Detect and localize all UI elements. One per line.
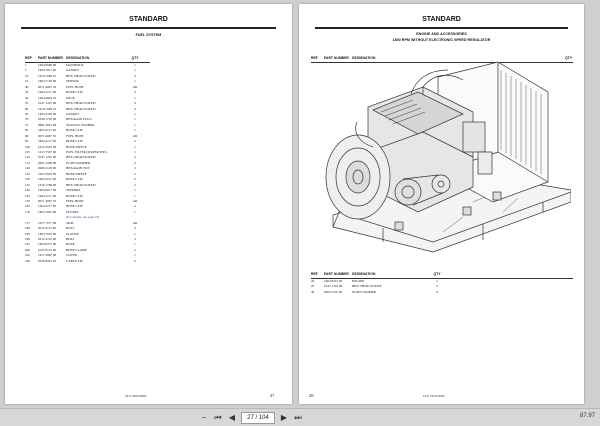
table-row: [311, 290, 442, 295]
cell-des[interactable]: (For details, see page 10): [66, 215, 100, 220]
cell-pn: 0981 3021 00: [38, 122, 57, 127]
col-ref-header: REF: [311, 272, 318, 276]
right-bottom-table-header: [311, 272, 573, 276]
cell-des: FUEL HOSE: [66, 133, 84, 138]
cell-ref: 20: [311, 279, 315, 283]
cell-pn: 1604 7670 00: [38, 231, 57, 236]
cell-qty: 2: [134, 155, 136, 160]
col-designation-header: DESIGNATION: [352, 272, 376, 276]
left-table-header: [25, 56, 140, 60]
cell-des: FUEL HOSE: [66, 198, 84, 203]
cell-qty: 1: [134, 253, 136, 258]
col-part-number-header: PART NUMBER: [38, 56, 63, 60]
cell-qty: 1: [134, 231, 136, 236]
cell-des: HOSE CLIP: [66, 90, 83, 95]
cell-ref: 140: [25, 188, 30, 193]
cell-ref: 185: [25, 231, 30, 236]
cell-qty: 4: [134, 73, 136, 78]
cell-pn: 1619 1766 00: [38, 182, 57, 187]
cell-des: NECK: [66, 95, 75, 100]
cell-ref: 65: [25, 111, 29, 116]
cell-ref: 105: [25, 150, 30, 154]
cell-qty: AR: [132, 84, 138, 89]
cell-qty: 2: [134, 204, 136, 209]
cell-qty: 1: [134, 79, 136, 84]
cell-qty: 1: [134, 209, 136, 214]
right-title-rule: [315, 27, 568, 29]
cell-qty: 1: [134, 95, 136, 100]
cell-pn: 1619 7099 91: [38, 73, 57, 78]
cell-pn: 1604 4117 00: [38, 193, 57, 198]
cell-des: CABLE TIE: [66, 258, 83, 263]
cell-des: FUEL FILTER (WATER SEP.): [66, 150, 107, 154]
cell-des: HOSE: [66, 242, 75, 247]
cell-qty: AR: [132, 133, 138, 138]
cell-pn: 0301 2200 00: [38, 160, 57, 165]
cell-des: HOSE NIPPLE: [66, 144, 87, 149]
cell-ref: 90: [25, 133, 29, 138]
cell-pn: 0071 4607 55: [38, 133, 57, 138]
cell-ref: 10: [25, 73, 29, 78]
col-qty-header: QTY: [433, 272, 441, 276]
cell-qty: 1: [134, 128, 136, 133]
zoom-out-icon[interactable]: −: [201, 413, 207, 422]
cell-ref: 130: [25, 177, 30, 182]
col-ref-header: REF: [311, 56, 318, 60]
col-ref-header: REF: [25, 56, 32, 60]
cell-des: HOSE CLIP: [66, 177, 83, 182]
cell-pn: 1022 5910 00: [38, 171, 57, 176]
cell-des: FUNNEL: [66, 209, 80, 214]
cell-pn: 1022 5910 00: [38, 144, 57, 149]
cell-ref: 200: [25, 247, 30, 252]
col-designation-header: DESIGNATION: [352, 56, 376, 60]
cell-ref: 175: [25, 220, 30, 225]
cell-pn: 1604 0275 00: [38, 242, 57, 247]
cell-qty: 2: [134, 139, 136, 144]
page-next-icon[interactable]: ▶: [280, 413, 288, 422]
page-prev-icon[interactable]: ◀: [228, 413, 236, 422]
cell-des: MANIFOLD: [66, 63, 84, 67]
cell-ref: 40: [25, 84, 29, 89]
right-parts-list: [311, 279, 442, 295]
cell-des: ENGINE: [352, 279, 365, 283]
cell-pn: 1604 4117 00: [38, 139, 57, 144]
page-last-icon[interactable]: ⏭: [294, 413, 302, 422]
col-part-number-header: PART NUMBER: [324, 56, 349, 60]
cell-qty: 1: [134, 122, 136, 127]
cell-ref: 180: [25, 226, 30, 231]
cell-des: HOSE CLIP: [66, 139, 83, 144]
cell-qty: 2: [134, 166, 136, 171]
cell-ref: 75: [25, 122, 29, 127]
cell-pn: 1619 7099 91: [38, 106, 57, 111]
cell-des: HEX. HEAD SCREW: [66, 73, 96, 78]
cell-qty: 1: [436, 279, 438, 283]
table-row: [25, 259, 140, 264]
cell-pn: 1604 7607 00: [38, 209, 57, 214]
left-page-subtitle: FUEL SYSTEM: [135, 33, 162, 37]
cell-qty: 1: [134, 111, 136, 116]
cell-pn: 0147 1247 00: [38, 101, 57, 106]
cell-qty: 4: [134, 106, 136, 111]
page-number-input[interactable]: 27 / 104: [241, 412, 275, 424]
cell-ref: 5: [25, 68, 27, 73]
cell-ref: 145: [25, 193, 30, 198]
cell-ref: 120: [25, 166, 30, 171]
cell-ref: 195: [25, 242, 30, 247]
col-designation-header: DESIGNATION: [66, 56, 90, 60]
cell-qty: 4: [436, 289, 438, 294]
cell-pn: 0071 4607 55: [38, 198, 57, 203]
cell-qty: 1: [134, 188, 136, 193]
cell-pn: 0212 2112 00: [38, 237, 57, 241]
left-title-rule: [21, 27, 276, 29]
cell-des: BOLT: [66, 226, 75, 231]
cell-des: GASKET: [66, 68, 80, 73]
cell-ref: 220: [25, 258, 30, 263]
cell-ref: 210: [25, 253, 30, 258]
cell-des: HOSE CLIP: [66, 128, 83, 133]
cell-ref: 85: [25, 128, 29, 133]
cell-qty: 1: [134, 117, 136, 122]
cell-ref: 135: [25, 182, 30, 187]
cell-des: HOSE CLIP: [66, 193, 83, 198]
cell-qty: 2: [134, 177, 136, 182]
cell-ref: 110: [25, 155, 30, 160]
cell-qty: 2: [134, 182, 136, 187]
engine-assembly-drawing: [313, 52, 571, 264]
cell-des: HEX. HEAD SCREW: [66, 182, 96, 187]
cell-pn: 1604 7159 00: [38, 79, 57, 84]
cell-pn: 0147 1210 00: [38, 155, 57, 160]
cell-des: HEXAGON NUT: [66, 166, 90, 171]
cell-pn: 1604 8201 05: [324, 279, 343, 283]
cell-des: SEAL: [66, 220, 75, 225]
cell-des: SENSOR: [66, 79, 79, 84]
cell-des: BOLT: [66, 237, 75, 241]
cell-qty: 2: [134, 171, 136, 176]
cell-qty: AR: [132, 220, 138, 225]
cell-ref: 60: [25, 106, 29, 111]
cell-ref: 95: [25, 139, 29, 144]
page-first-icon[interactable]: ⏮: [214, 413, 222, 422]
cell-pn: 0346 8201 05: [38, 258, 57, 263]
cell-des: HEXAGON PLUG: [66, 117, 92, 122]
right-document-page: [299, 4, 584, 404]
cell-des: HOSE CLAMP: [66, 247, 87, 252]
cell-pn: 1604 0617 00: [38, 188, 57, 193]
col-part-number-header: PART NUMBER: [324, 272, 349, 276]
cell-des: GASKET: [66, 111, 80, 116]
col-qty-header: QTY: [565, 56, 572, 60]
cell-qty: 2: [134, 247, 136, 252]
pdf-viewer-toolbar: [0, 408, 600, 426]
cell-pn: 0266 2118 00: [38, 166, 57, 171]
right-page-subtitle-2: 1800 RPM WITHOUT ELECTRONIC SPEED REGULATOR: [392, 38, 491, 42]
cell-pn: 1604 4117 00: [38, 177, 57, 182]
cell-qty: 2: [134, 90, 136, 95]
cell-pn: 1604 4117 00: [38, 204, 57, 209]
cell-ref: 70: [25, 117, 29, 122]
cell-des: FLANGE: [66, 231, 80, 236]
cell-qty: 4: [436, 284, 438, 289]
right-footer-code: 1611 7079 00/02: [423, 394, 445, 398]
zoom-level[interactable]: 87.97: [580, 413, 596, 419]
cell-ref: 30: [311, 289, 315, 294]
right-page-subtitle-1: ENGINE AND ACCESSORIES: [416, 32, 467, 36]
cell-des: SEALING WASHER: [66, 122, 95, 127]
cell-pn: 1604 9900 00: [38, 63, 57, 67]
cell-ref: 1: [25, 63, 27, 67]
cell-qty: 1: [134, 63, 136, 67]
left-document-page: [5, 4, 292, 404]
cell-ref: 100: [25, 144, 30, 149]
cell-des: COVER: [66, 253, 78, 258]
col-qty-header: QTY: [131, 56, 139, 60]
cell-ref: 150: [25, 198, 30, 203]
cell-ref: 25: [311, 284, 315, 289]
cell-qty: AR: [132, 198, 138, 203]
cell-qty: 1: [134, 144, 136, 149]
cell-ref: 45: [25, 90, 29, 95]
cell-pn: 1604 7811 00: [38, 68, 57, 73]
cell-pn: 1604 9802 01: [38, 95, 57, 100]
cell-des: HOSE NIPPLE: [66, 171, 87, 176]
cell-ref: 170: [25, 209, 30, 214]
cell-des: HEX. HEAD SCREW: [66, 155, 96, 160]
cell-des: PLAIN WASHER: [352, 289, 377, 294]
cell-qty: 2: [134, 226, 136, 231]
cell-ref: 165: [25, 204, 30, 209]
cell-des: HEX. HEAD SCREW: [66, 101, 96, 106]
cell-qty: 2: [134, 258, 136, 263]
cell-qty: 4: [134, 101, 136, 106]
cell-qty: 1: [134, 150, 136, 154]
cell-pn: 1604 4117 00: [38, 128, 57, 133]
left-page-number: 27: [270, 393, 275, 398]
right-page-number: 28: [309, 393, 314, 398]
right-page-title: STANDARD: [422, 16, 461, 23]
cell-pn: 1604 2700 00: [38, 111, 57, 116]
cell-des: HEX. HEAD SCREW: [352, 284, 382, 289]
left-page-title: STANDARD: [129, 16, 168, 23]
cell-pn: 0147 1219 00: [324, 284, 343, 289]
cell-pn: 0147 8151 00: [38, 247, 57, 252]
cell-pn: 1617 4967 00: [38, 253, 57, 258]
cell-qty: 1: [134, 68, 136, 73]
cell-pn: 0348 1718 00: [38, 117, 57, 122]
cell-des: SUPPORT: [66, 188, 81, 193]
cell-ref: 15: [25, 79, 29, 84]
cell-ref: 55: [25, 101, 29, 106]
cell-des: PLAIN WASHER: [66, 160, 91, 165]
cell-qty: 1: [134, 193, 136, 198]
cell-des: FUEL HOSE: [66, 84, 84, 89]
cell-qty: 1: [134, 242, 136, 247]
cell-des: HOSE CLIP: [66, 204, 83, 209]
cell-ref: 190: [25, 237, 30, 241]
cell-pn: 1604 4117 00: [38, 90, 57, 95]
cell-ref: 125: [25, 171, 30, 176]
cell-pn: 0071 4607 55: [38, 84, 57, 89]
cell-pn: 1613 7597 00: [38, 150, 57, 154]
cell-ref: 50: [25, 95, 29, 100]
cell-pn: 1617 7077 00: [38, 220, 57, 225]
cell-des: HEX. HEAD SCREW: [66, 106, 96, 111]
left-parts-list: [25, 63, 140, 264]
cell-pn: 0302 2170 00: [324, 289, 343, 294]
cell-qty: 3: [134, 237, 136, 241]
left-footer-code: 1611 7064 00/02: [125, 394, 147, 398]
cell-ref: 115: [25, 160, 30, 165]
cell-qty: 2: [134, 160, 136, 165]
cell-pn: 0212 2112 00: [38, 226, 57, 231]
